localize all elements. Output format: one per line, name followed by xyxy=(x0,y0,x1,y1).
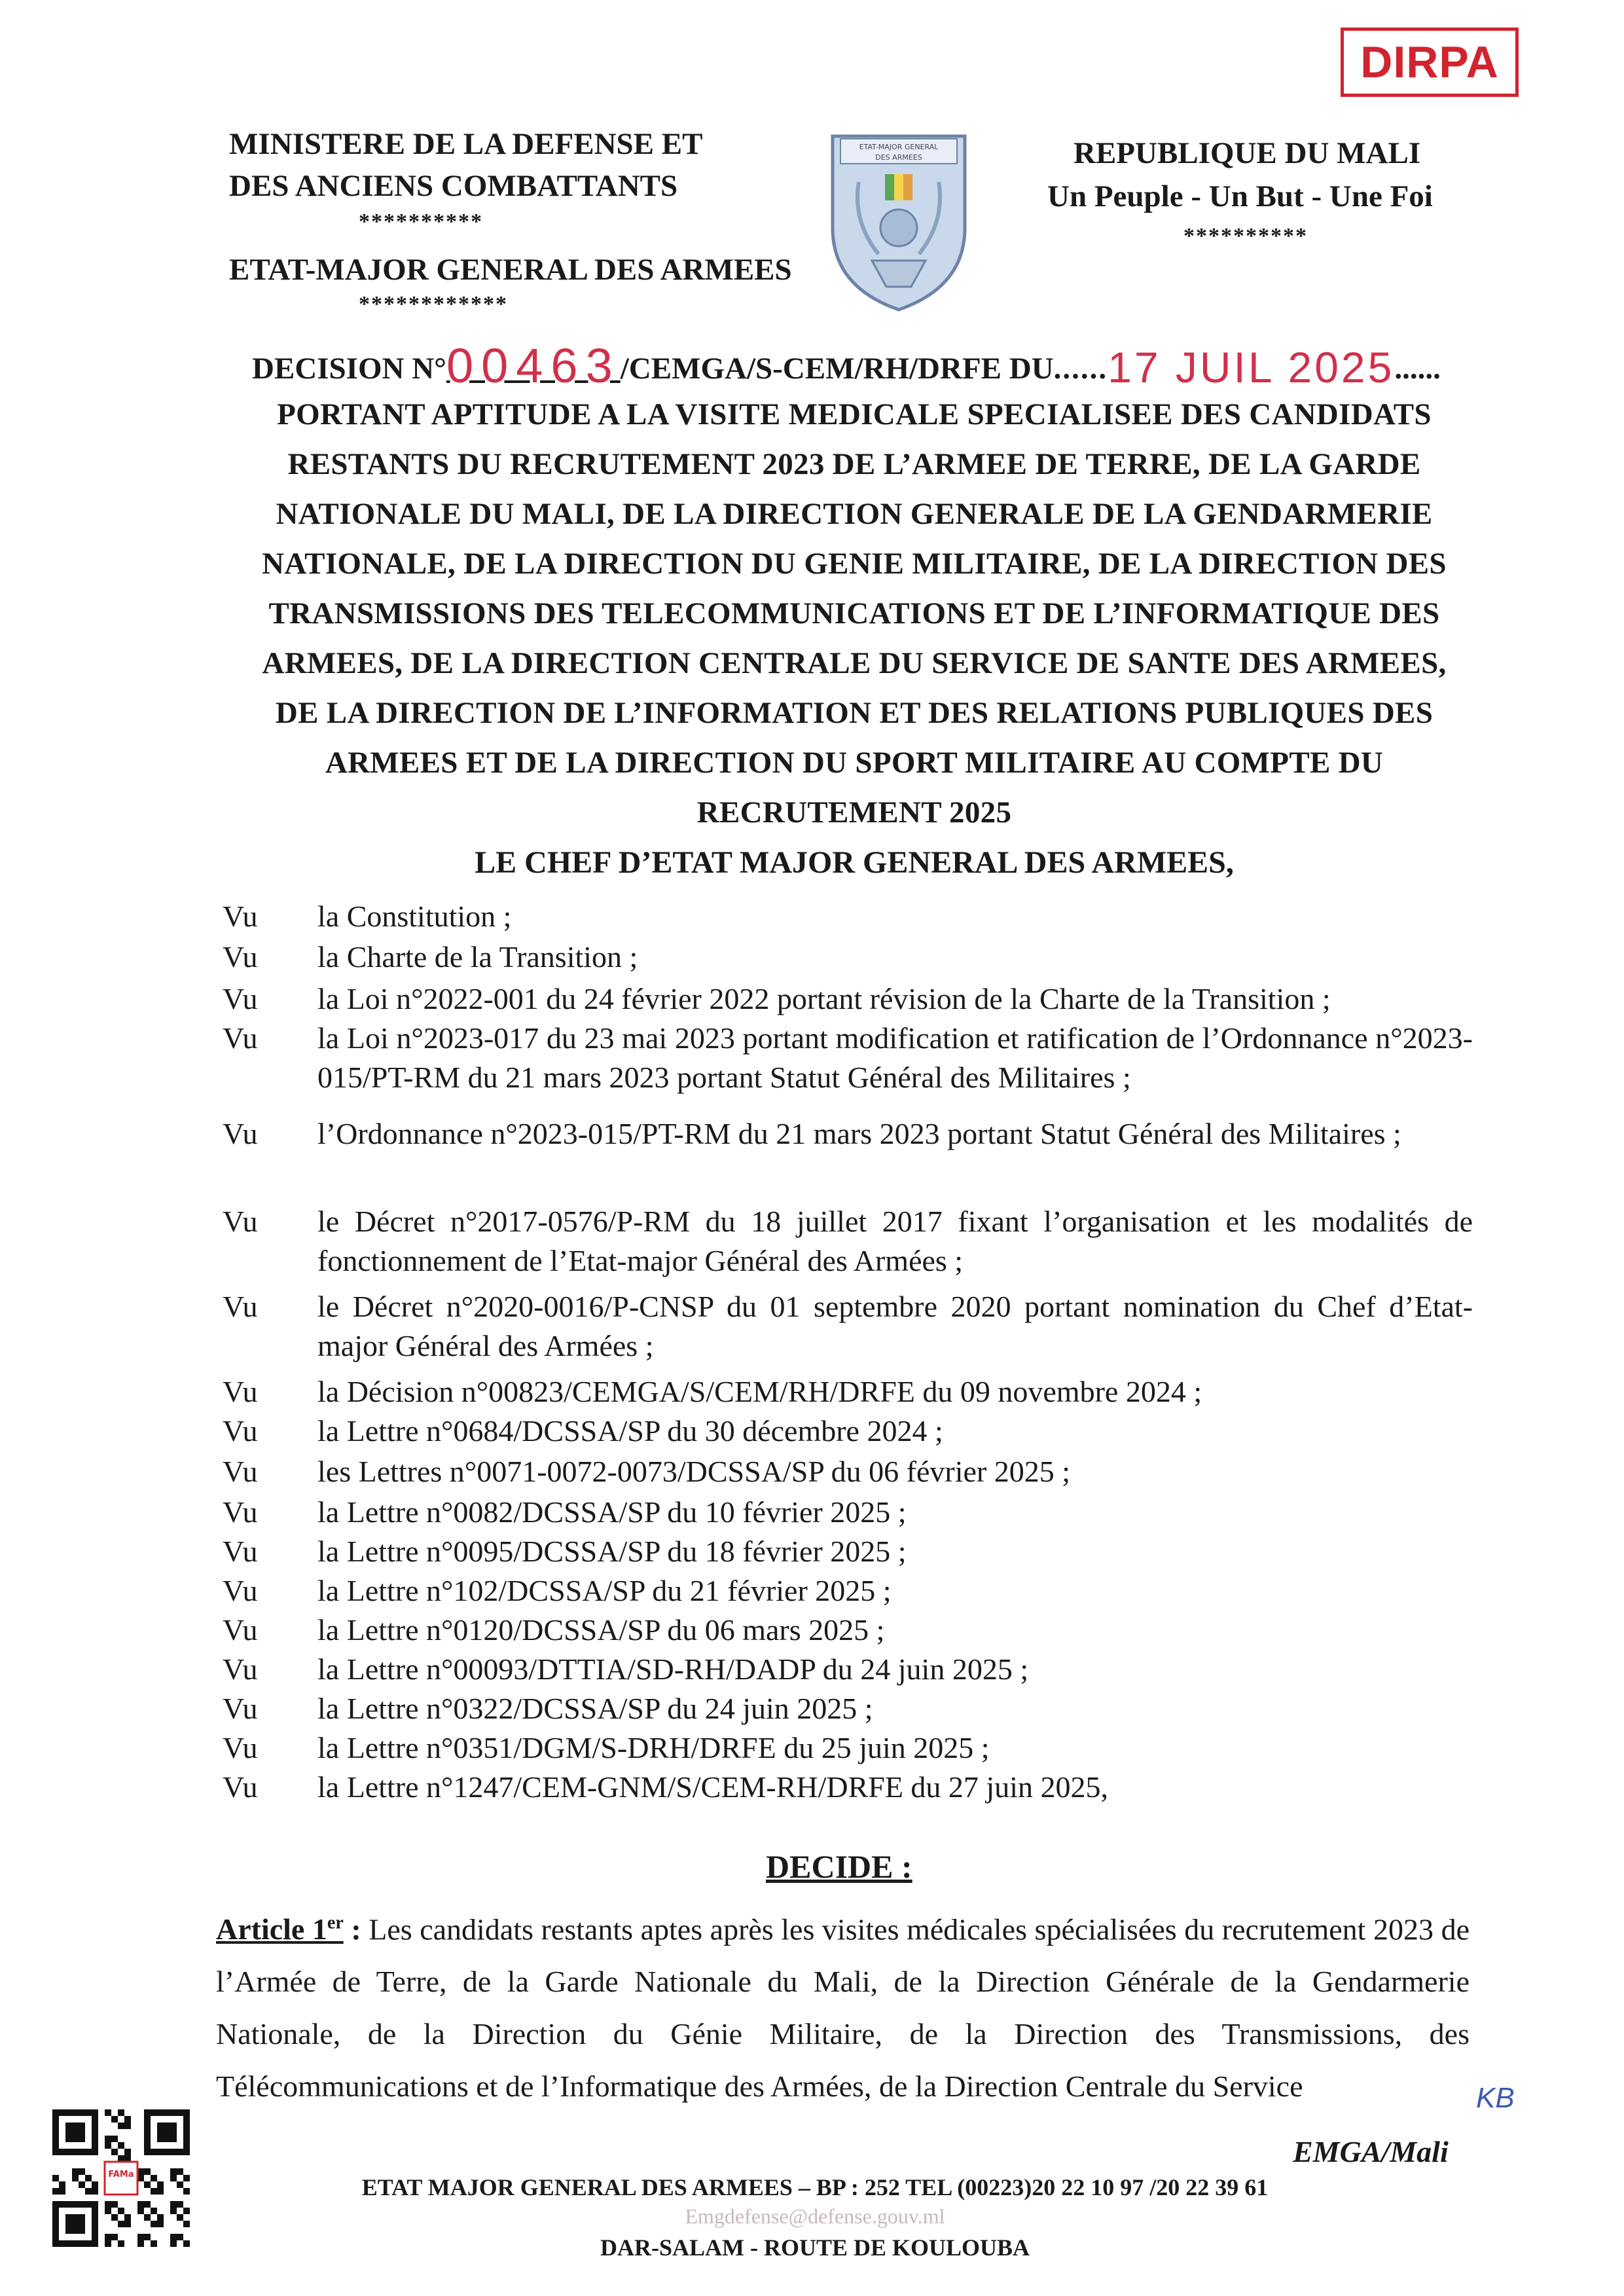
emga-line: ETAT-MAJOR GENERAL DES ARMEES xyxy=(229,253,792,287)
vu-label: Vu xyxy=(223,940,258,974)
decision-middle: /CEMGA/S-CEM/RH/DRFE DU xyxy=(620,352,1054,386)
vu-label: Vu xyxy=(223,1290,258,1323)
header-left xyxy=(229,123,702,207)
vu-label: Vu xyxy=(223,1375,258,1408)
article-1-text: Les candidats restants aptes après les visites médicales spécialisées du recrutement 2023 de l’Armée de Terre, de la Garde Nationale du Mali, de la Direction Générale de la Gendarmerie Nationale, de la Direction du Génie Militaire, de la Direction des Transmissions, des Télécommunications et de l’Informatique des Armées, de la Direction Centrale du Service xyxy=(216,1912,1470,2104)
ministry-line-2: DES ANCIENS COMBATTANTS xyxy=(229,169,678,203)
vu-text: la Lettre n°00093/DTTIA/SD-RH/DADP du 24 juin 2025 ; xyxy=(317,1652,1029,1686)
vu-text: la Constitution ; xyxy=(317,900,512,933)
vu-text: le Décret n°2020-0016/P-CNSP du 01 septembre 2020 portant nomination du Chef d’Etat-major Général des Armées ; xyxy=(317,1290,1473,1362)
header-left-stars-1: ********** xyxy=(359,210,483,234)
vu-text: la Lettre n°1247/CEM-GNM/S/CEM-RH/DRFE du 27 juin 2025, xyxy=(317,1770,1108,1804)
vu-label: Vu xyxy=(223,1770,258,1804)
vu-label: Vu xyxy=(223,1692,258,1725)
vu-label: Vu xyxy=(223,1021,258,1055)
decision-number: 00463 xyxy=(446,338,621,393)
vu-text: la Lettre n°0095/DCSSA/SP du 18 février 2025 ; xyxy=(317,1535,907,1568)
vu-label: Vu xyxy=(223,982,258,1015)
title-line: PORTANT APTITUDE A LA VISITE MEDICALE SPECIALISEE DES CANDIDATS xyxy=(277,397,1432,431)
republic-title: REPUBLIQUE DU MALI xyxy=(1074,136,1421,170)
vu-text: la Lettre n°0120/DCSSA/SP du 06 mars 2025 ; xyxy=(317,1613,885,1647)
title-line: DE LA DIRECTION DE L’INFORMATION ET DES RELATIONS PUBLIQUES DES xyxy=(275,696,1434,730)
vu-label: Vu xyxy=(223,1117,258,1150)
decision-date: 17 JUIL 2025 xyxy=(1108,343,1395,392)
title-line: RESTANTS DU RECRUTEMENT 2023 DE L’ARMEE DE TERRE, DE LA GARDE xyxy=(287,447,1421,481)
vu-label: Vu xyxy=(223,1731,258,1764)
article-1-label: Article 1er xyxy=(216,1912,344,1946)
qr-center-label: FAMa xyxy=(108,2170,134,2179)
title-line: NATIONALE, DE LA DIRECTION DU GENIE MILITAIRE, DE LA DIRECTION DES xyxy=(262,547,1447,581)
vu-text: la Lettre n°0322/DCSSA/SP du 24 juin 2025 ; xyxy=(317,1692,873,1725)
vu-label: Vu xyxy=(223,1495,258,1529)
footer-location: DAR-SALAM - ROUTE DE KOULOUBA xyxy=(600,2234,1030,2261)
vu-label: Vu xyxy=(223,1205,258,1238)
decision-line: DECISION N°00463/CEMGA/S-CEM/RH/DRFE DU......17 JUIL 2025...... xyxy=(252,338,1441,393)
article-1-colon: : xyxy=(343,1912,361,1946)
vu-text: la Loi n°2023-017 du 23 mai 2023 portant modification et ratification de l’Ordonnance n°2023-015/PT-RM du 21 mars 2023 portant Statut Général des Militaires ; xyxy=(317,1021,1473,1094)
decision-title xyxy=(223,390,1486,837)
header-left-stars-2: ************ xyxy=(359,292,508,316)
vu-label: Vu xyxy=(223,900,258,933)
vu-text: l’Ordonnance n°2023-015/PT-RM du 21 mars 2023 portant Statut Général des Militaires ; xyxy=(317,1117,1401,1150)
article-1 xyxy=(216,1897,1470,2113)
vu-text: le Décret n°2017-0576/P-RM du 18 juillet 2017 fixant l’organisation et les modalités de fonctionnement de l’Etat-major Général des Armées ; xyxy=(317,1205,1473,1277)
title-line: NATIONALE DU MALI, DE LA DIRECTION GENERALE DE LA GENDARMERIE xyxy=(276,497,1433,531)
decision-prefix: DECISION N° xyxy=(252,352,446,386)
vu-label: Vu xyxy=(223,1535,258,1568)
republic-motto: Un Peuple - Un But - Une Foi xyxy=(1047,179,1433,213)
title-line: TRANSMISSIONS DES TELECOMMUNICATIONS ET DE L’INFORMATIQUE DES xyxy=(268,596,1440,630)
footer-email: Emgdefense@defense.gouv.ml xyxy=(685,2204,945,2228)
qr-code-icon xyxy=(52,2109,190,2247)
vu-text: la Décision n°00823/CEMGA/S/CEM/RH/DRFE du 09 novembre 2024 ; xyxy=(317,1375,1202,1408)
title-line: ARMEES ET DE LA DIRECTION DU SPORT MILITAIRE AU COMPTE DU xyxy=(325,746,1384,780)
article-1-sup: er xyxy=(327,1913,344,1933)
handwritten-initials: KB xyxy=(1476,2082,1515,2114)
vu-text: la Loi n°2022-001 du 24 février 2022 portant révision de la Charte de la Transition ; xyxy=(317,982,1331,1015)
emblem-ribbon-2: DES ARMEES xyxy=(875,153,922,162)
footer-emga: EMGA/Mali xyxy=(1293,2135,1449,2168)
dirpa-stamp: DIRPA xyxy=(1341,27,1519,97)
signer-title: LE CHEF D’ETAT MAJOR GENERAL DES ARMEES, xyxy=(475,845,1234,880)
header-right-stars: ********** xyxy=(1183,224,1308,248)
vu-text: la Lettre n°0351/DGM/S-DRH/DRFE du 25 juin 2025 ; xyxy=(317,1731,990,1764)
vu-text: la Lettre n°0684/DCSSA/SP du 30 décembre 2024 ; xyxy=(317,1414,943,1448)
vu-text: la Lettre n°0082/DCSSA/SP du 10 février 2025 ; xyxy=(317,1495,907,1529)
decide-heading: DECIDE : xyxy=(766,1848,912,1885)
title-line: RECRUTEMENT 2025 xyxy=(696,795,1012,829)
vu-label: Vu xyxy=(223,1613,258,1647)
emblem-ribbon-1: ETAT-MAJOR GENERAL xyxy=(859,143,939,151)
vu-label: Vu xyxy=(223,1414,258,1448)
title-line: ARMEES, DE LA DIRECTION CENTRALE DU SERVICE DE SANTE DES ARMEES, xyxy=(262,646,1447,680)
vu-text: la Charte de la Transition ; xyxy=(317,940,638,974)
vu-text: la Lettre n°102/DCSSA/SP du 21 février 2025 ; xyxy=(317,1574,892,1607)
vu-label: Vu xyxy=(223,1455,258,1488)
footer-address: ETAT MAJOR GENERAL DES ARMEES – BP : 252 TEL (00223)20 22 10 97 /20 22 39 61 xyxy=(361,2174,1269,2200)
vu-label: Vu xyxy=(223,1574,258,1607)
ministry-line-1: MINISTERE DE LA DEFENSE ET xyxy=(229,127,703,161)
vu-label: Vu xyxy=(223,1652,258,1686)
emga-emblem-icon xyxy=(826,130,971,313)
vu-text: les Lettres n°0071-0072-0073/DCSSA/SP du 06 février 2025 ; xyxy=(317,1455,1070,1488)
